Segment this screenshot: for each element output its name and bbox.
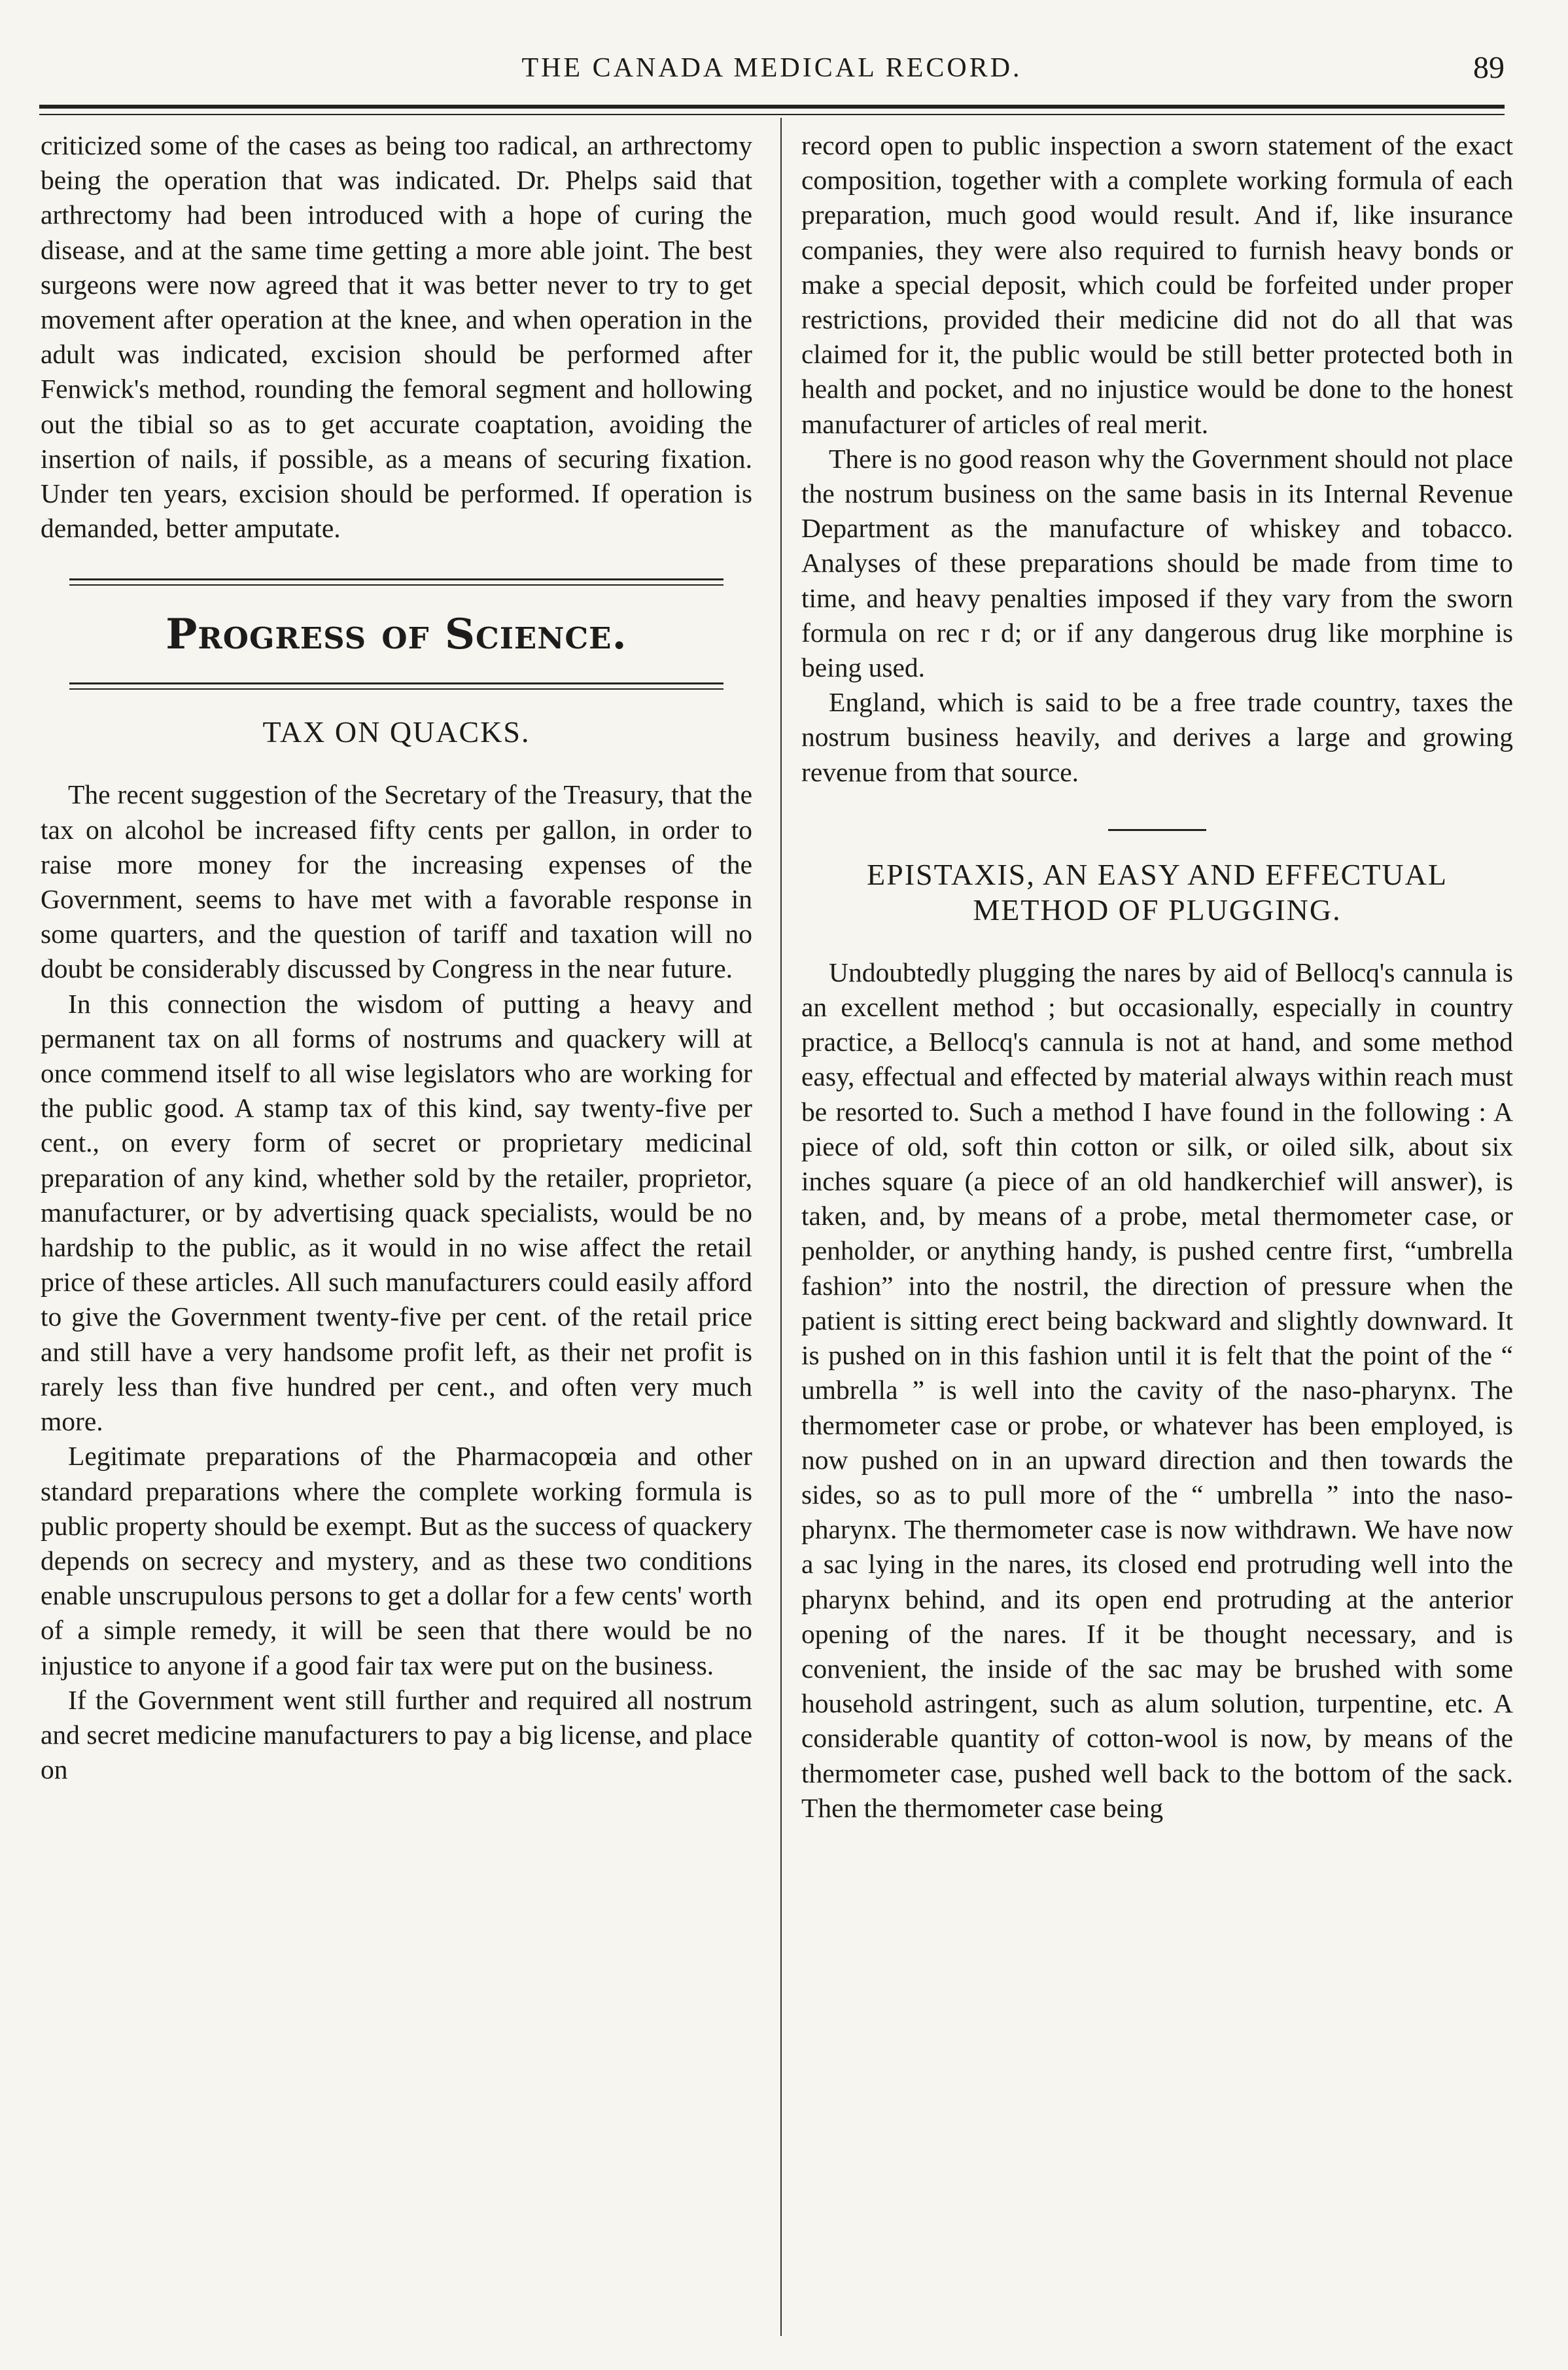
page-number: 89 (1473, 50, 1505, 85)
body-paragraph: There is no good reason why the Government should not place the nostrum business on the same basis in its Internal Revenue Department as the manufacture of whiskey and tobacco. Analyses of these preparations should be made from time to time, and heavy penalties imposed if they vary from the sworn formula on rec r d; or if any dangerous drug like morphine is being used. (801, 443, 1513, 683)
body-paragraph: If the Government went still further and required all nostrum and secret medicine manufacturers to pay a big license, and place on (41, 1684, 752, 1785)
body-paragraph: The recent suggestion of the Secretary of the Treasury, that the tax on alcohol be increased fifty cents per gallon, in order to raise more money for the increasing expenses of the Government, seems to have met with a favorable response in some quarters, and the question of tariff and taxation will no doubt be considerably discussed by Congress in the near future. (41, 779, 752, 984)
body-paragraph: In this connection the wisdom of putting a heavy and permanent tax on all forms of nostrums and quackery will at once commend itself to all wise legislators who are working for the public good. A stamp tax of this kind, say twenty-five per cent., on every form of secret or proprietary medicinal preparation of any kind, whether sold by the retailer, proprietor, manufacturer, or by advertising quack specialists, would be no hardship to the public, as it would in no wise affect the retail price of these articles. All such manufacturers could easily afford to give the Government twenty-five per cent. of the retail price and still have a very handsome profit left, as their net profit is rarely less than five hundred per cent., and often very much more. (41, 988, 752, 1437)
body-paragraph: Legitimate preparations of the Pharmacopœia and other standard preparations where the complete working formula is public property should be exempt. But as the success of quackery depends on secrecy and mystery, and as these two conditions enable unscrupulous persons to get a dollar for a few cents' worth of a simple remedy, it will be seen that there would be no injustice to anyone if a good fair tax were put on the business. (41, 1441, 752, 1680)
article-separator (1108, 829, 1206, 831)
article-title-epistaxis: EPISTAXIS, AN EASY AND EFFECTUAL METHOD OF PLUGGING. (867, 857, 1448, 927)
left-column (41, 128, 752, 1787)
running-title: THE CANADA MEDICAL RECORD. (521, 53, 1022, 83)
section-title: Progress of Science. (166, 610, 627, 660)
body-paragraph: record open to public inspection a sworn statement of the exact composition, together with a complete working formula of each preparation, much good would result. And if, like insurance companies, they were also required to furnish heavy bonds or make a special deposit, which could be forfeited under proper restrictions, provided their medicine did not do all that was claimed for it, the public would be still better protected both in health and pocket, and no injustice would be done to the honest manufacturer of articles of real merit. (801, 130, 1513, 439)
body-paragraph: Undoubtedly plugging the nares by aid of Bellocq's cannula is an excellent method ; but occasionally, especially in country practice, a Bellocq's cannula is not at hand, and some method easy, effectual and effected by material always within reach must be resorted to. Such a method I have found in the following : A piece of old, soft thin cotton or silk, or oiled silk, about six inches square (a piece of an old handkerchief will answer), is taken, and, by means of a probe, metal thermometer case, or penholder, or anything handy, is pushed centre first, “umbrella fashion” into the nostril, the direction of pressure when the patient is sitting erect being backward and slightly downward. It is pushed on in this fashion until it is felt that the point of the “ umbrella ” is well into the cavity of the naso-pharynx. The thermometer case or probe, or whatever has been employed, is now pushed on in an upward direction and then towards the sides, so as to pull more of the “ umbrella ” into the naso-pharynx. The thermometer case is now withdrawn. We have now a sac lying in the nares, its closed end protruding well into the pharynx behind, and its open end protruding at the anterior opening of the nares. If it be thought necessary, and is convenient, the inside of the sac may be brushed with some household astringent, such as alum solution, turpentine, etc. A considerable quantity of cotton-wool is now, by means of the thermometer case, pushed well back to the bottom of the sack. Then the thermometer case being (801, 957, 1513, 1823)
right-column (801, 128, 1513, 1826)
section-rule-bottom (69, 682, 723, 690)
section-rule-top (69, 578, 723, 586)
body-paragraph: England, which is said to be a free trade country, taxes the nostrum business heavily, and derives a large and growing revenue from that source. (801, 687, 1513, 787)
article-title-tax-on-quacks: TAX ON QUACKS. (262, 715, 531, 749)
header-rule (39, 105, 1505, 115)
page-header (39, 52, 1505, 98)
continued-paragraph: criticized some of the cases as being too radical, an arthrectomy being the operation that was indicated. Dr. Phelps said that arthrectomy had been introduced with a hope of curing the disease, and at the same time getting a more able joint. The best surgeons were now agreed that it was better never to try to get movement after operation at the knee, and when operation in the adult was indicated, excision should be performed after Fenwick's method, rounding the femoral segment and hollowing out the tibial so as to get accurate coaptation, avoiding the insertion of nails, if possible, as a means of securing fixation. Under ten years, excision should be performed. If operation is demanded, better amputate. (41, 130, 752, 544)
column-divider (780, 118, 782, 2336)
